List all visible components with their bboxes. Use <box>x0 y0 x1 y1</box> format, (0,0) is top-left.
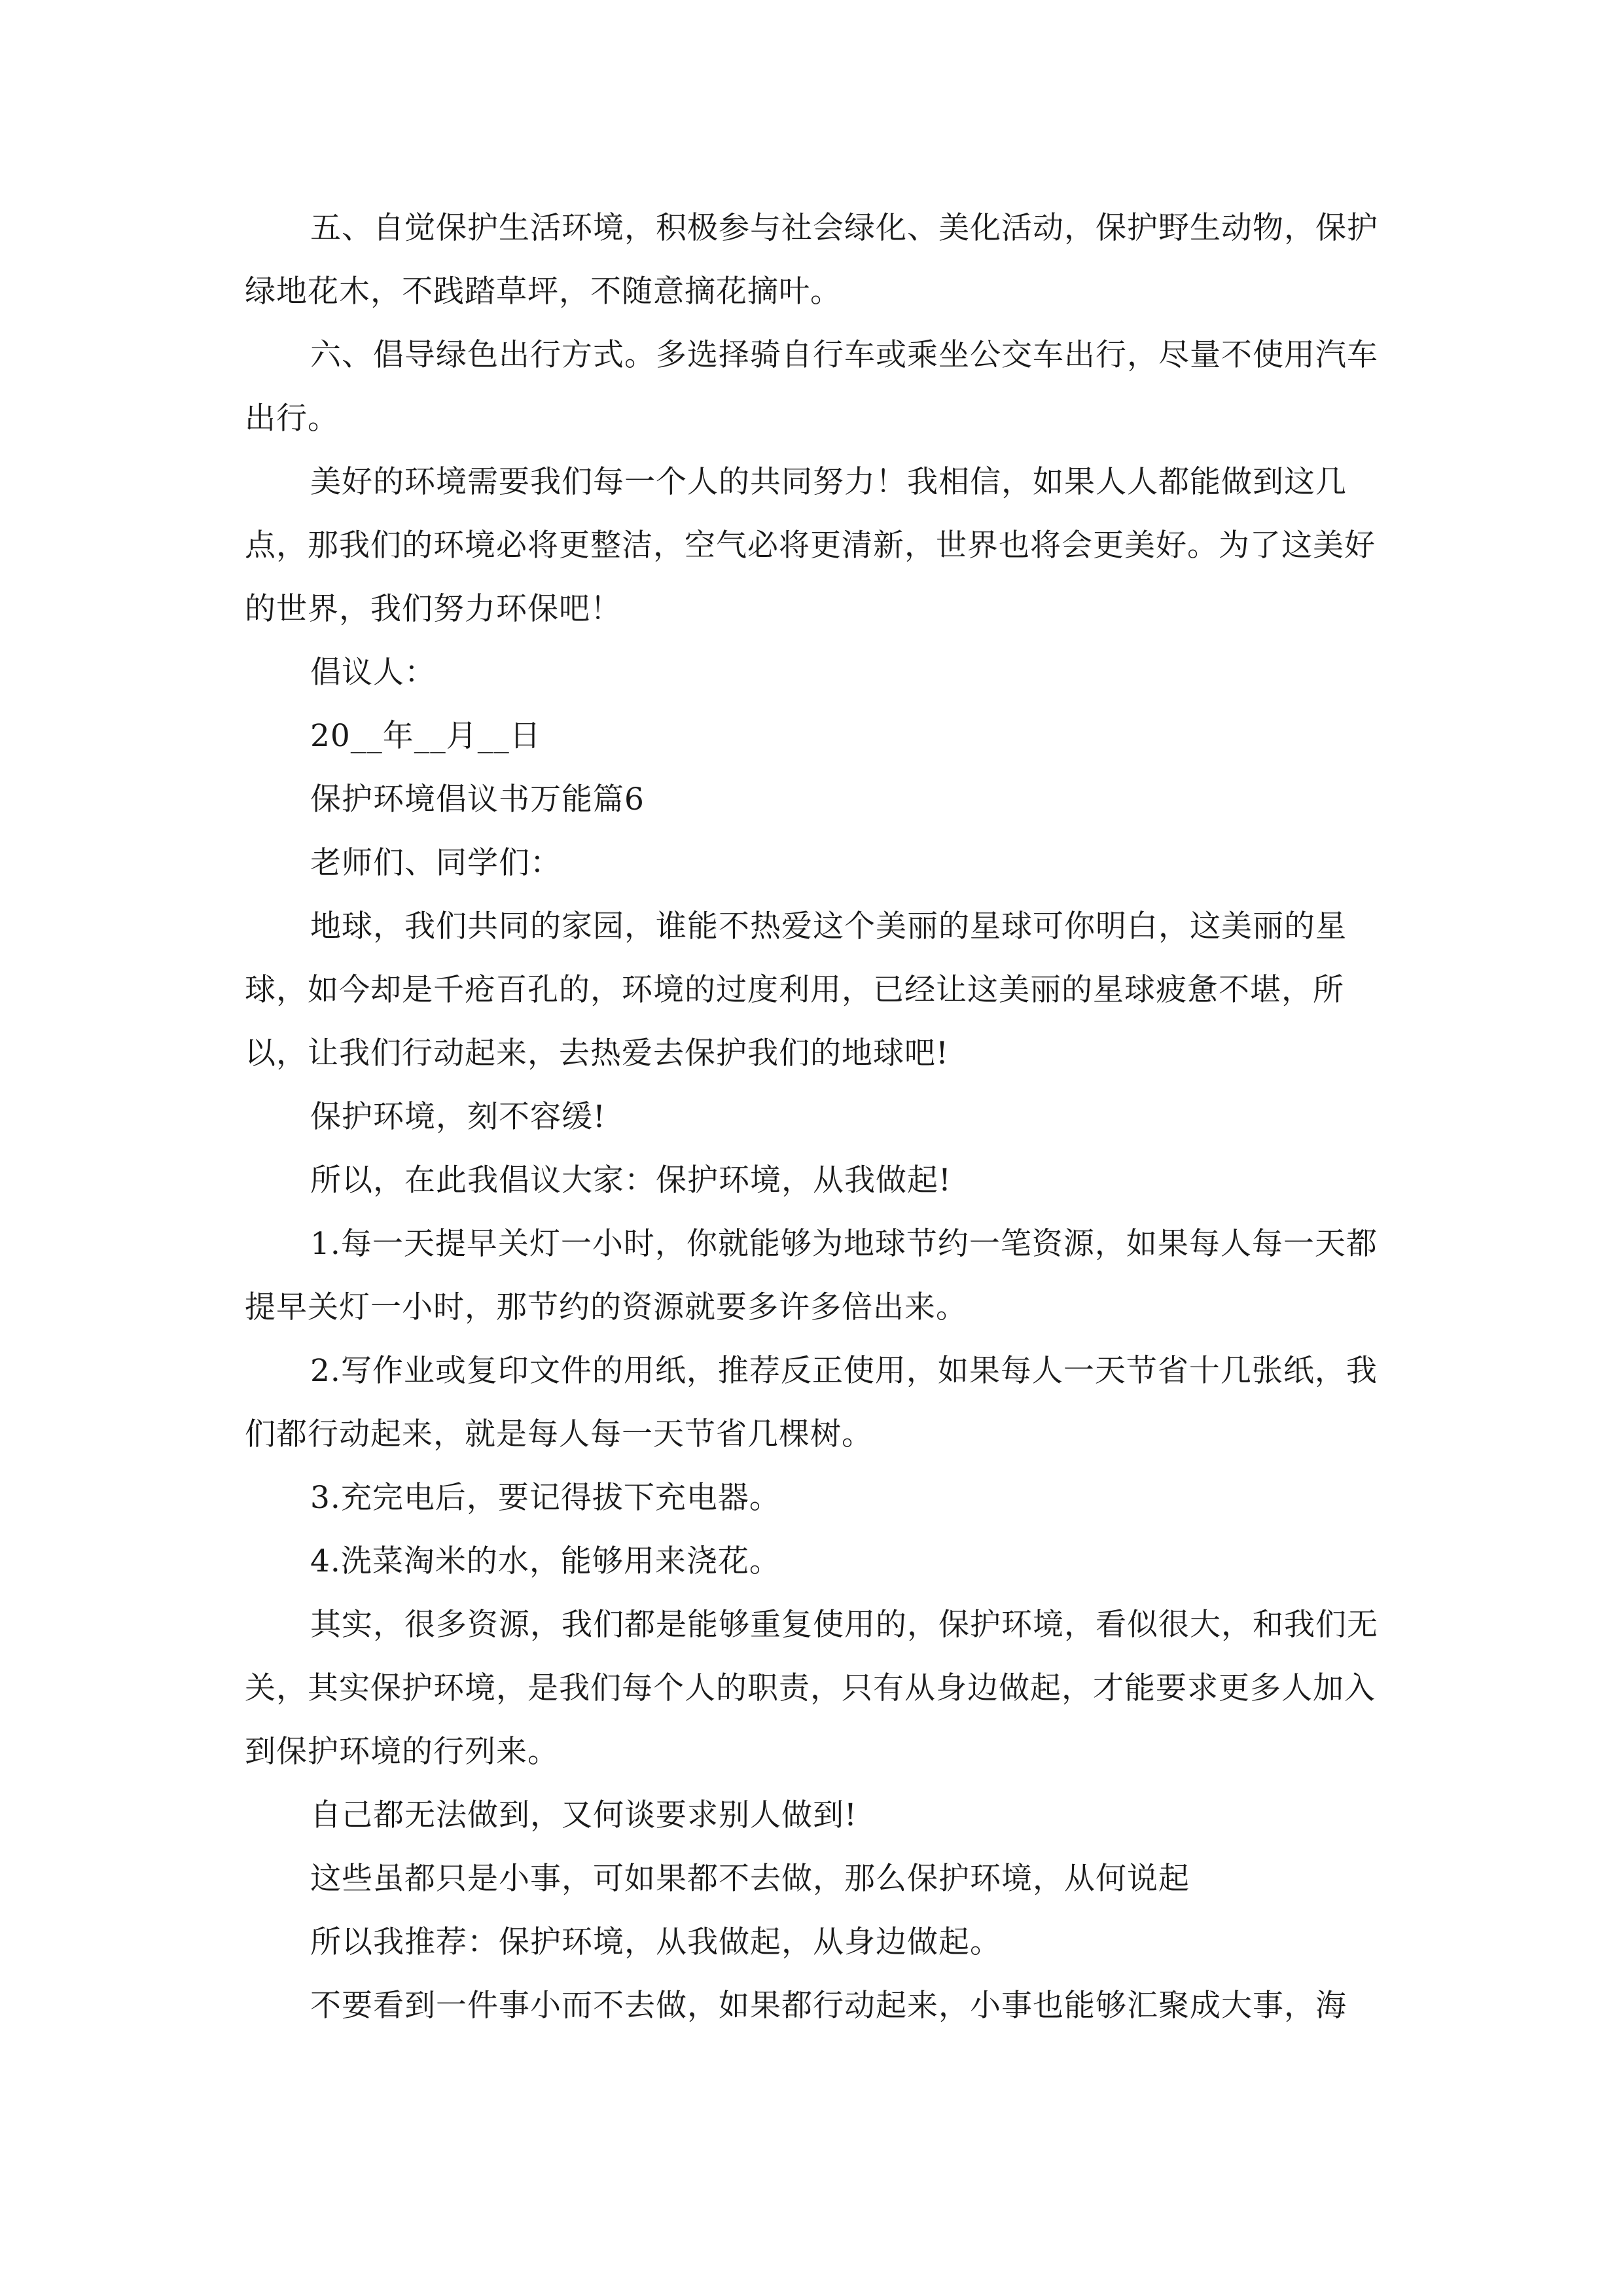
list-item-1: 1.每一天提早关灯一小时，你就能够为地球节约一笔资源，如果每人每一天都提早关灯一小时，那节约的资源就要多许多倍出来。 <box>245 1226 1378 1325</box>
salutation: 老师们、同学们： <box>310 845 562 881</box>
date-line: 20__年__月__日 <box>310 718 541 754</box>
paragraph-resources: 其实，很多资源，我们都是能够重复使用的，保护环境，看似很大，和我们无关，其实保护环境，是我们每个人的职责，只有从身边做起，才能要求更多人加入到保护环境的行列来。 <box>245 1607 1378 1770</box>
list-item-2: 2.写作业或复印文件的用纸，推荐反正使用，如果每人一天节省十几张纸，我们都行动起来，就是每人每一天节省几棵树。 <box>245 1353 1378 1452</box>
paragraph-earth: 地球，我们共同的家园，谁能不热爱这个美丽的星球可你明白，这美丽的星球，如今却是千疮百孔的，环境的过度利用，已经让这美丽的星球疲惫不堪，所以，让我们行动起来，去热爱去保护我们的地球吧! <box>245 908 1347 1071</box>
paragraph-closing: 美好的环境需要我们每一个人的共同努力！我相信，如果人人都能做到这几点，那我们的环境必将更整洁，空气必将更清新，世界也将会更美好。为了这美好的世界，我们努力环保吧！ <box>245 464 1376 627</box>
paragraph-appeal: 所以，在此我倡议大家：保护环境，从我做起! <box>310 1162 952 1198</box>
paragraph-item-5: 五、自觉保护生活环境，积极参与社会绿化、美化活动，保护野生动物，保护绿地花木，不践踏草坪，不随意摘花摘叶。 <box>245 210 1378 310</box>
document-body <box>245 196 1387 2037</box>
paragraph-final: 不要看到一件事小而不去做，如果都行动起来，小事也能够汇聚成大事，海 <box>310 1988 1347 2024</box>
paragraph-small-things: 这些虽都只是小事，可如果都不去做，那么保护环境，从何说起 <box>310 1861 1190 1897</box>
proposer-line: 倡议人： <box>310 655 436 691</box>
paragraph-item-6: 六、倡导绿色出行方式。多选择骑自行车或乘坐公交车出行，尽量不使用汽车出行。 <box>245 337 1378 437</box>
paragraph-self: 自己都无法做到，又何谈要求别人做到! <box>310 1797 857 1833</box>
section-title: 保护环境倡议书万能篇6 <box>310 781 645 817</box>
list-item-4: 4.洗菜淘米的水，能够用来浇花。 <box>310 1543 781 1579</box>
paragraph-urgent: 保护环境，刻不容缓! <box>310 1099 606 1135</box>
list-item-3: 3.充完电后，要记得拔下充电器。 <box>310 1480 781 1516</box>
paragraph-recommend: 所以我推荐：保护环境，从我做起，从身边做起。 <box>310 1924 1001 1960</box>
